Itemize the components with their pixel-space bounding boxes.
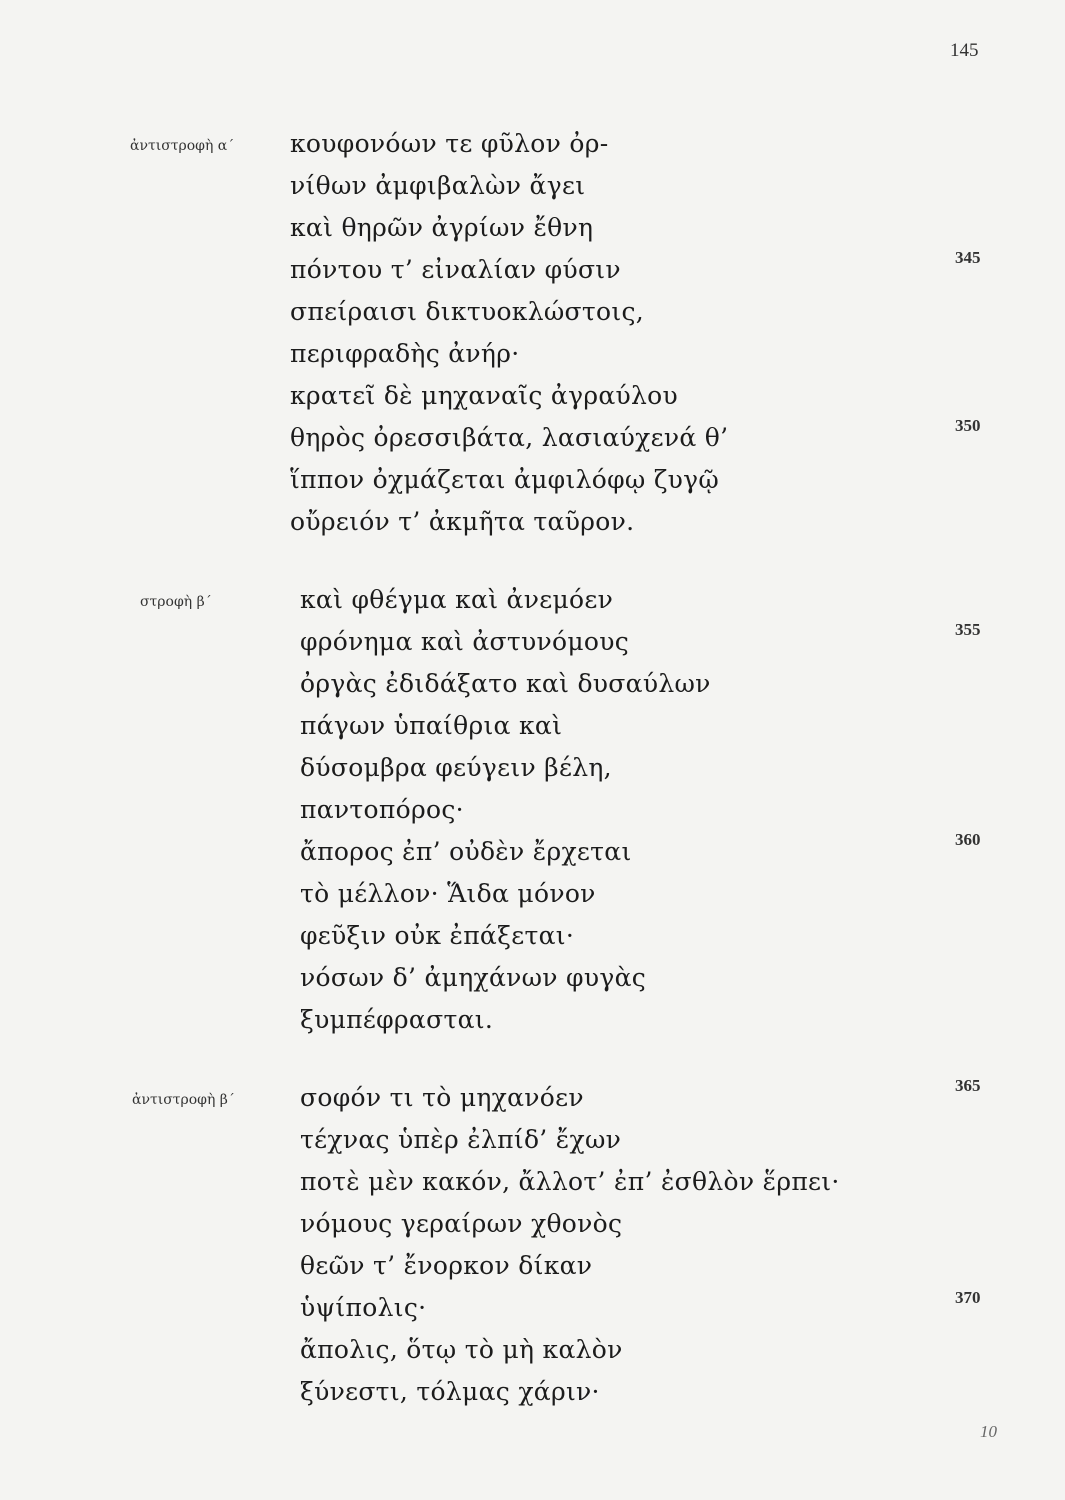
verse-line: πόντου τ’ εἰναλίαν φύσιν bbox=[290, 255, 621, 284]
verse-line: οὔρειόν τ’ ἀκμῆτα ταῦρον. bbox=[290, 507, 635, 536]
verse-line: τὸ μέλλον· Ἅιδα μόνον bbox=[300, 879, 596, 908]
line-number: 365 bbox=[955, 1076, 981, 1095]
verse-line: κουφονόων τε φῦλον ὀρ- bbox=[290, 129, 609, 158]
verse-line: ἄπορος ἐπ’ οὐδὲν ἔρχεται bbox=[300, 837, 632, 866]
line-number: 360 bbox=[955, 830, 981, 849]
verse-line: φεῦξιν οὐκ ἐπάξεται· bbox=[300, 921, 575, 950]
verse-line: καὶ φθέγμα καὶ ἀνεμόεν bbox=[300, 585, 614, 614]
verse-line: θεῶν τ’ ἔνορκον δίκαν bbox=[300, 1251, 593, 1280]
verse-line: νόμους γεραίρων χθονὸς bbox=[300, 1209, 623, 1238]
verse-line: ὑψίπολις· bbox=[300, 1293, 427, 1322]
verse-line: σοφόν τι τὸ μηχανόεν bbox=[300, 1083, 584, 1112]
verse-line: ξύνεστι, τόλμας χάριν· bbox=[300, 1377, 600, 1406]
verse-line: ποτὲ μὲν κακόν, ἄλλοτ’ ἐπ’ ἐσθλὸν ἕρπει· bbox=[300, 1167, 840, 1196]
section-label: ἀντιστροφὴ β΄ bbox=[132, 1092, 235, 1108]
verse-line: κρατεῖ δὲ μηχαναῖς ἀγραύλου bbox=[290, 381, 679, 410]
line-number: 355 bbox=[955, 620, 981, 639]
verse-line: θηρὸς ὀρεσσιβάτα, λασιαύχενά θ’ bbox=[290, 423, 729, 452]
page-number: 145 bbox=[950, 40, 979, 61]
verse-line: δύσομβρα φεύγειν βέλη, bbox=[300, 753, 612, 782]
line-number: 350 bbox=[955, 416, 981, 435]
verse-line: παντοπόρος· bbox=[300, 795, 464, 824]
verse-line: σπείραισι δικτυοκλώστοις, bbox=[290, 297, 645, 326]
line-number: 345 bbox=[955, 248, 981, 267]
verse-line: ὀργὰς ἐδιδάξατο καὶ δυσαύλων bbox=[300, 669, 711, 698]
verse-line: νίθων ἀμφιβαλὼν ἄγει bbox=[290, 171, 586, 200]
verse-line: νόσων δ’ ἀμηχάνων φυγὰς bbox=[300, 963, 647, 992]
verse-line: ξυμπέφρασται. bbox=[300, 1005, 494, 1034]
verse-line: πάγων ὑπαίθρια καὶ bbox=[300, 711, 563, 740]
verse-line: τέχνας ὑπὲρ ἐλπίδ’ ἔχων bbox=[300, 1125, 622, 1154]
verse-line: περιφραδὴς ἀνήρ· bbox=[290, 339, 520, 368]
verse-line: ἵππον ὀχμάζεται ἀμφιλόφῳ ζυγῷ bbox=[290, 465, 720, 494]
verse-line: καὶ θηρῶν ἀγρίων ἔθνη bbox=[290, 213, 594, 242]
verse-line: ἄπολις, ὅτῳ τὸ μὴ καλὸν bbox=[300, 1335, 623, 1364]
section-label: ἀντιστροφὴ α΄ bbox=[130, 138, 235, 154]
line-number: 370 bbox=[955, 1288, 981, 1307]
section-label: στροφὴ β΄ bbox=[140, 594, 212, 610]
verse-line: φρόνημα καὶ ἀστυνόμους bbox=[300, 627, 630, 656]
signature-mark: 10 bbox=[980, 1422, 997, 1441]
